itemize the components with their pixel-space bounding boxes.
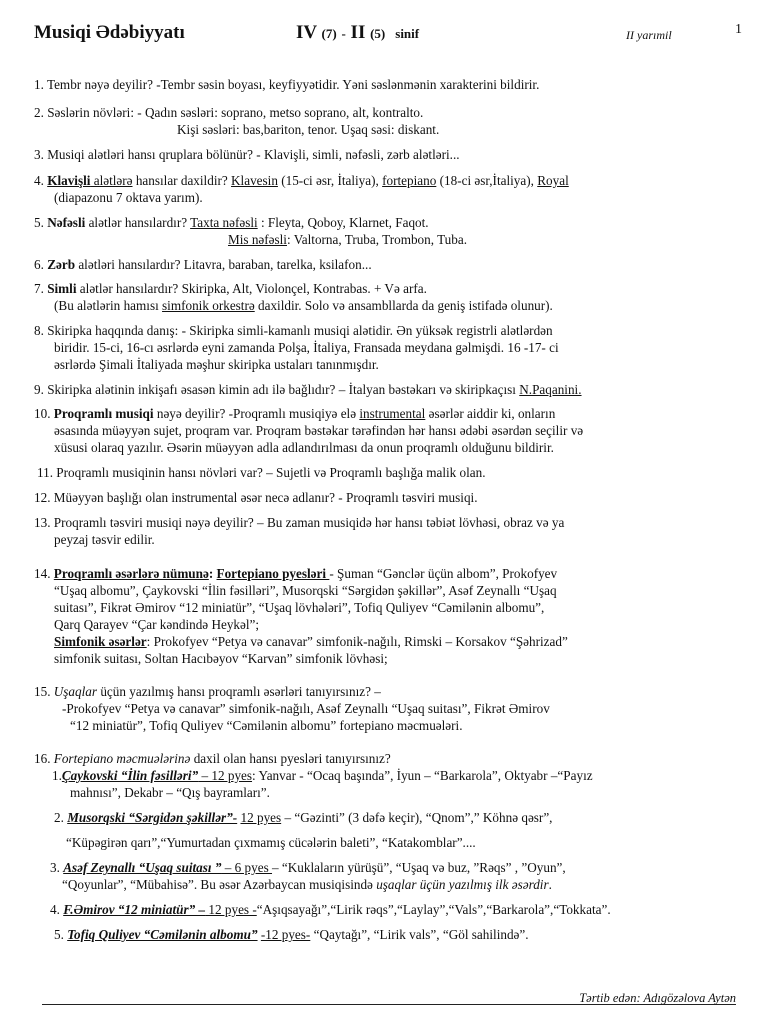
- question-14-line-6: simfonik suitası, Soltan Hacıbəyov “Karvan” simfonik lövhəsi;: [54, 651, 388, 666]
- class-word: sinif: [395, 26, 420, 41]
- emirov-pieces: “Aşıqsayağı”,“Lirik rəqs”,“Laylay”,“Vals”,“Barkarola”,“Tokkata”.: [256, 902, 611, 917]
- question-9-text: 9. Skiripka alətinin inkişafı əsasən kimin adı ilə bağlıdır? – İtalyan bəstəkarı və skiripkaçısı: [34, 382, 520, 397]
- cajkovski-title: Çaykovski “İlin fəsilləri”: [61, 768, 199, 783]
- royal-term: Royal: [537, 173, 569, 188]
- question-7-note-start: (Bu alətlərin hamısı: [54, 298, 163, 313]
- question-14-line-1: [34, 565, 557, 582]
- question-2-line-2: Kişi səsləri: bas,bariton, tenor. Uşaq səsi: diskant.: [177, 122, 440, 137]
- zeynalli-title: Asəf Zeynallı “Uşaq suitası ”: [63, 860, 222, 875]
- question-1: 1. Tembr nəyə deyilir? -Tembr səsin boyası, keyfiyyətidir. Yəni səslənmənin xarakterini bildirir.: [34, 77, 540, 92]
- fortepiano-term: fortepiano: [382, 173, 437, 188]
- question-4-line-1: [34, 172, 569, 189]
- question-8-line-1: 8. Skiripka haqqında danış: - Skiripka simli-kamanlı musiqi alətidir. Ən yüksək registrli alətlərdən: [34, 323, 553, 338]
- quliyev-title: Tofiq Quliyev “Cəmilənin albomu”: [67, 927, 258, 942]
- mis-nefesli-term: Mis nəfəsli: [228, 232, 287, 247]
- author-credit: Tərtib edən: Adıgözəlova Aytən: [579, 991, 736, 1005]
- musorqski-title: Musorqski “Sərgidən şəkillər”-: [67, 810, 238, 825]
- question-15-number: 15.: [34, 684, 54, 699]
- question-14-line-5: [34, 633, 568, 650]
- sub-item-2-line-1: [54, 809, 552, 826]
- sub-item-5: [54, 926, 529, 943]
- question-7-line-1: [34, 280, 427, 297]
- instrumental-term: instrumental: [359, 406, 426, 421]
- period: .: [548, 877, 552, 892]
- question-11: 11. Proqramlı musiqinin hansı növləri var? – Sujetli və Proqramlı başlığa malik olan.: [37, 465, 486, 480]
- musorqski-pieces: – “Gəzinti” (3 dəfə keçir), “Qnom”,” Köhnə qəsr”,: [281, 810, 553, 825]
- sub-item-3-number: 3.: [50, 860, 64, 875]
- klavisli-term: Klavişli: [47, 173, 91, 188]
- question-15-line-2: -Prokofyev “Petya və canavar” simfonik-nağılı, Asəf Zeynallı “Uşaq suitası”, Fikrət Əmirov: [62, 701, 550, 716]
- question-10-line-2: əsasında müəyyən sujet, proqram var. Proqram bəstəkar tərəfindən hər hansı ədəbi əsərdən seçilir və: [54, 423, 584, 438]
- colon: :: [208, 566, 217, 581]
- question-15-line-1: [34, 683, 381, 700]
- question-14-symphonic: : Prokofyev “Petya və canavar” simfonik-nağılı, Rimski – Korsakov “Şəhrizad”: [146, 634, 568, 649]
- nefesli-term: Nəfəsli: [47, 215, 86, 230]
- zeynalli-count: – 6 pyes: [221, 860, 273, 875]
- question-14-number: 14.: [34, 566, 54, 581]
- cajkovski-pieces: : Yanvar - “Ocaq başında”, İyun – “Barkarola”, Oktyabr –“Payız: [252, 768, 593, 783]
- klavesin-info: (15-ci əsr, İtaliya),: [277, 173, 383, 188]
- fortepiano-pyesleri-term: Fortepiano pyesləri: [216, 566, 330, 581]
- simfonik-orkestr-term: simfonik orkestrə: [162, 298, 255, 313]
- taxta-nefesli-term: Taxta nəfəsli: [190, 215, 258, 230]
- page-number: 1: [735, 22, 742, 37]
- class-range: [296, 22, 419, 44]
- question-5-text: alətlər hansılardır?: [85, 215, 191, 230]
- quliyev-pieces: “Qaytağı”, “Lirik vals”, “Göl sahilində”.: [310, 927, 529, 942]
- programli-eserler-term: Proqramlı əsərlərə nümunə: [53, 566, 209, 581]
- question-10-text: nəyə deyilir? -Proqramlı musiqiyə elə: [153, 406, 360, 421]
- sub-item-1-line-2: mahnısı”, Dekabr – “Qış bayramları”.: [70, 785, 270, 800]
- question-15-text: üçün yazılmış hansı proqramlı əsərləri tanıyırsınız? –: [97, 684, 381, 699]
- sub-item-1-number: 1.: [52, 768, 62, 783]
- question-14-text: - Şuman “Gənclər üçün albom”, Prokofyev: [329, 566, 558, 581]
- question-13-line-1: 13. Proqramlı təsviri musiqi nəyə deyilir? – Bu zaman musiqidə hər hansı təbiət lövhəsi, obraz və ya: [34, 515, 565, 530]
- question-8-line-3: əsrlərdə Şimali İtaliyada məşhur skiripka ustaları tanınmışdır.: [54, 357, 379, 372]
- question-2-line-1: 2. Səslərin növləri: - Qadın səsləri: soprano, metso soprano, alt, kontralto.: [34, 105, 424, 120]
- emirov-count: 12 pyes -: [205, 902, 257, 917]
- cajkovski-count: – 12 pyes: [198, 768, 253, 783]
- class-iv: IV: [296, 22, 317, 43]
- question-7-number: 7.: [34, 281, 48, 296]
- sub-item-2-line-2: “Küpəgirən qarı”,“Yumurtadan çıxmamış cücələrin baleti”, “Katakomblar”....: [66, 835, 476, 850]
- zerb-term: Zərb: [47, 257, 76, 272]
- question-10-number: 10.: [34, 406, 54, 421]
- question-16: [34, 750, 391, 767]
- zeynalli-first-work: uşaqlar üçün yazılmış ilk əsərdir: [376, 877, 549, 892]
- question-15-line-3: “12 miniatür”, Tofiq Quliyev “Cəmilənin albomu” fortepiano məcmuələri.: [70, 718, 463, 733]
- class-dash: -: [341, 26, 346, 41]
- simfonik-eserler-term: Simfonik əsərlər: [54, 634, 147, 649]
- emirov-title: F.Əmirov “12 miniatür” –: [63, 902, 206, 917]
- musorqski-count: 12 pyes: [240, 810, 282, 825]
- question-5-line-2: [228, 231, 467, 248]
- question-16-text: daxil olan hansı pyesləri tanıyırsınız?: [190, 751, 391, 766]
- question-14-line-4: Qarq Qarayev “Çar kəndində Heykəl”;: [54, 617, 260, 632]
- sub-item-4-number: 4.: [50, 902, 64, 917]
- question-9: [34, 381, 582, 398]
- sub-item-5-number: 5.: [54, 927, 68, 942]
- question-5-line-1: [34, 214, 429, 231]
- question-13-line-2: peyzaj təsvir edilir.: [54, 532, 155, 547]
- question-16-number: 16.: [34, 751, 54, 766]
- usaqlar-term: Uşaqlar: [53, 684, 98, 699]
- simli-term: Simli: [47, 281, 77, 296]
- class-iv-number: (7): [321, 26, 337, 41]
- sub-item-2-number: 2.: [54, 810, 68, 825]
- fortepiano-info: (18-ci əsr,İtaliya),: [436, 173, 538, 188]
- footer-divider: [42, 1004, 736, 1005]
- question-4-line-2: (diapazonu 7 oktava yarım).: [54, 190, 203, 205]
- zeynalli-note: “Qoyunlar”, “Mübahisə”. Bu əsər Azərbaycan musiqisində: [62, 877, 377, 892]
- question-7-line-2: [34, 297, 553, 314]
- sub-item-1-line-1: [52, 767, 593, 784]
- question-5-number: 5.: [34, 215, 48, 230]
- question-6: [34, 256, 372, 273]
- question-7-note-end: daxildir. Solo və ansambllarda da geniş istifadə olunur).: [254, 298, 553, 313]
- class-ii: II: [350, 22, 366, 43]
- question-12: 12. Müəyyən başlığı olan instrumental əsər necə adlanır? - Proqramlı təsviri musiqi.: [34, 490, 478, 505]
- question-14-line-3: suitası”, Fikrət Əmirov “12 miniatür”, “Uşaq lövhələri”, Tofiq Quliyev “Cəmilənin albomu”,: [54, 600, 545, 615]
- klavesin-term: Klavesin: [231, 173, 278, 188]
- quliyev-count: -12 pyes-: [260, 927, 311, 942]
- class-ii-number: (5): [370, 26, 386, 41]
- question-6-number: 6.: [34, 257, 48, 272]
- question-10-text-end: əsərlər aiddir ki, onların: [425, 406, 556, 421]
- question-10-line-1: [34, 405, 555, 422]
- page-header: [34, 22, 748, 48]
- semester-label: II yarımil: [626, 28, 672, 42]
- question-3: 3. Musiqi alətləri hansı qruplara bölünür? - Klavişli, simli, nəfəsli, zərb alətləri...: [34, 147, 460, 162]
- aletlere-term: alətlərə: [90, 173, 133, 188]
- question-14-line-2: “Uşaq albomu”, Çaykovski “İlin fəsilləri”, Musorqski “Sərgidən şəkillər”, Asəf Zeynallı “Uşaq: [54, 583, 557, 598]
- zeynalli-pieces: – “Kuklaların yürüşü”, “Uşaq və buz, ”Rəqs” , ”Oyun”,: [272, 860, 566, 875]
- sub-item-4: [50, 901, 611, 918]
- taxta-nefesli-list: : Fleyta, Qoboy, Klarnet, Faqot.: [257, 215, 429, 230]
- question-10-line-3: xüsusi olaraq yazılır. Əsərin müəyyən adla adlandırılması da onun proqramlı olduğunu bildirir.: [54, 440, 554, 455]
- programli-musiqi-term: Proqramlı musiqi: [53, 406, 154, 421]
- document-title: Musiqi Ədəbiyyatı: [34, 22, 185, 43]
- mis-nefesli-list: : Valtorna, Truba, Trombon, Tuba.: [286, 232, 468, 247]
- question-6-text: alətləri hansılardır? Litavra, baraban, tarelka, ksilafon...: [75, 257, 372, 272]
- question-4-number: 4.: [34, 173, 48, 188]
- paganini-name: N.Paqanini.: [519, 382, 582, 397]
- sub-item-3-line-2: [62, 876, 552, 893]
- question-7-text: alətlər hansılardır? Skiripka, Alt, Violonçel, Kontrabas. + Və arfa.: [76, 281, 427, 296]
- question-4-text: hansılar daxildir?: [132, 173, 232, 188]
- question-8-line-2: biridir. 15-ci, 16-cı əsrlərdə eyni zamanda Polşa, İtaliya, Fransada meydana gəlmişdi. 16 -17- ci: [54, 340, 559, 355]
- fortepiano-mecmueleri-term: Fortepiano məcmuələrinə: [53, 751, 191, 766]
- sub-item-3-line-1: [50, 859, 566, 876]
